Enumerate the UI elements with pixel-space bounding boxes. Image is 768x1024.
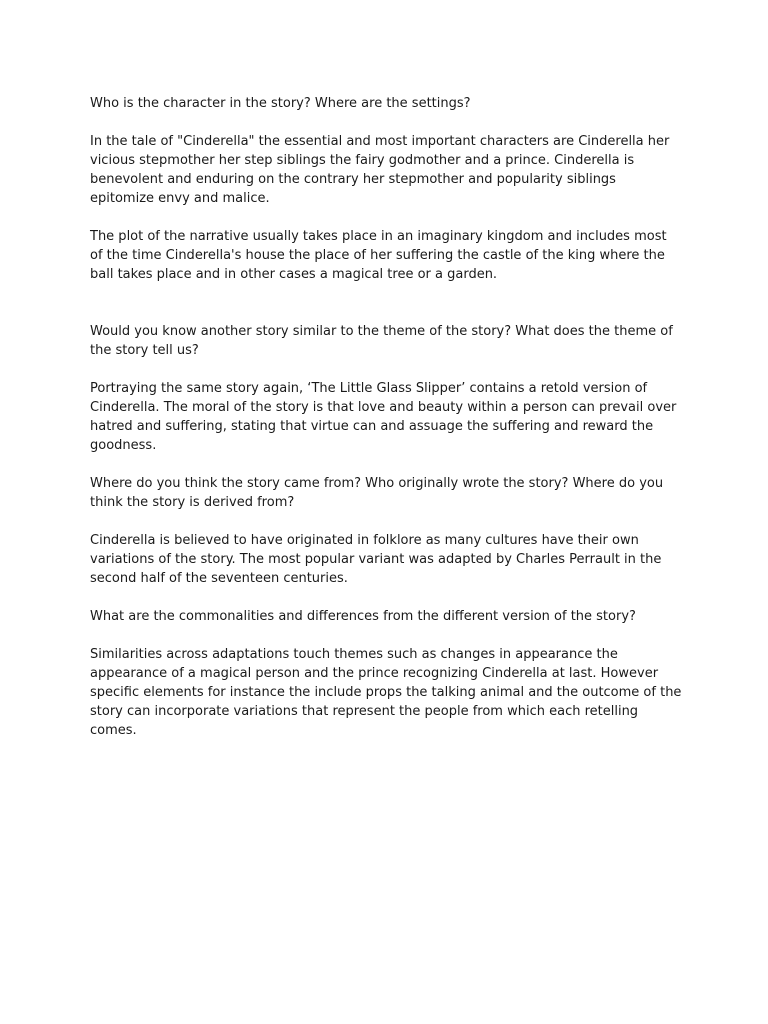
answer-characters: In the tale of "Cinderella" the essential and most important characters are Cinderella her vicious stepmother her step siblings the fairy godmother and a prince. Cinderella is benevolent and enduring on the contrary her stepmother and popularity siblings epitomize envy and malice. (90, 134, 670, 206)
answer-similar-story-theme: Portraying the same story again, ‘The Little Glass Slipper’ contains a retold version of Cinderella. The moral of the story is that love and beauty within a person can prevail over hatred and suffering, stating that virtue can and assuage the suffering and reward the goodness. (90, 381, 677, 453)
answer-story-origin: Cinderella is believed to have originated in folklore as many cultures have their own variations of the story. The most popular variant was adapted by Charles Perrault in the second half of the seventeen centuries. (90, 533, 662, 586)
question-characters-settings: Who is the character in the story? Where are the settings? (90, 96, 471, 111)
document-body (90, 94, 682, 759)
question-commonalities-differences: What are the commonalities and differences from the different version of the story? (90, 609, 636, 624)
answer-settings: The plot of the narrative usually takes place in an imaginary kingdom and includes most of the time Cinderella's house the place of her suffering the castle of the king where the ball takes place and in other cases a magical tree or a garden. (90, 229, 667, 282)
answer-commonalities-differences: Similarities across adaptations touch themes such as changes in appearance the appearance of a magical person and the prince recognizing Cinderella at last. However specific elements for instance the include props the talking animal and the outcome of the story can incorporate variations that represent the people from which each retelling comes. (90, 647, 682, 738)
question-similar-story-theme: Would you know another story similar to the theme of the story? What does the theme of the story tell us? (90, 324, 673, 358)
question-story-origin: Where do you think the story came from? Who originally wrote the story? Where do you think the story is derived from? (90, 476, 664, 510)
